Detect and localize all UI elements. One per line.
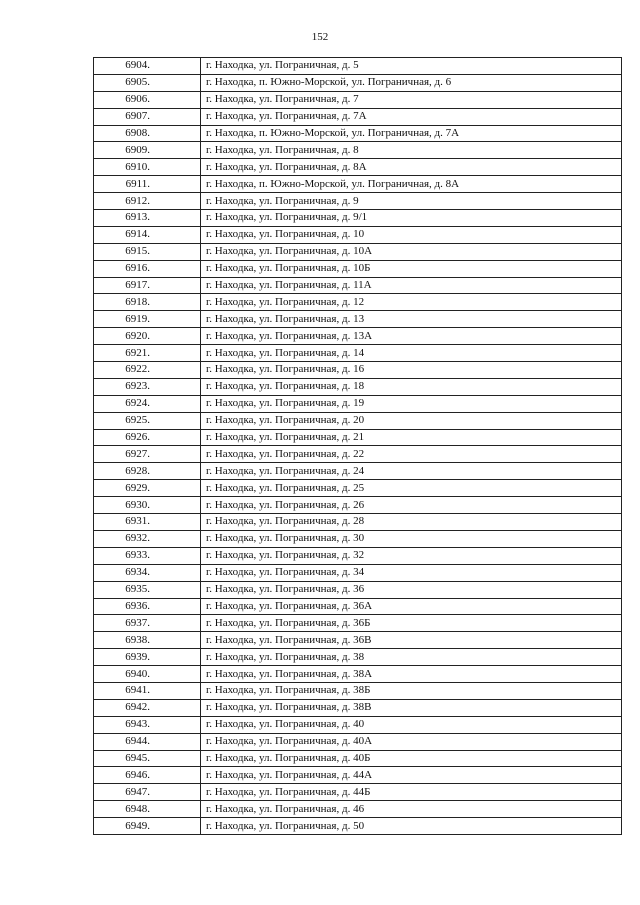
table-row [94, 480, 622, 497]
table-row [94, 362, 622, 379]
table-row [94, 226, 622, 243]
row-number-cell: 6910. [94, 159, 201, 176]
table-row [94, 801, 622, 818]
row-number-cell: 6929. [94, 480, 201, 497]
address-cell: г. Находка, ул. Пограничная, д. 28 [201, 514, 622, 531]
table-row [94, 243, 622, 260]
address-table [93, 57, 622, 835]
row-number-cell: 6905. [94, 74, 201, 91]
table-row [94, 210, 622, 227]
address-cell: г. Находка, ул. Пограничная, д. 22 [201, 446, 622, 463]
row-number-cell: 6917. [94, 277, 201, 294]
table-row [94, 91, 622, 108]
row-number-cell: 6940. [94, 666, 201, 683]
address-cell: г. Находка, ул. Пограничная, д. 44А [201, 767, 622, 784]
row-number-cell: 6941. [94, 682, 201, 699]
address-cell: г. Находка, ул. Пограничная, д. 10 [201, 226, 622, 243]
row-number-cell: 6947. [94, 784, 201, 801]
address-cell: г. Находка, ул. Пограничная, д. 19 [201, 395, 622, 412]
table-row [94, 446, 622, 463]
address-cell: г. Находка, п. Южно-Морской, ул. Пограничная, д. 7А [201, 125, 622, 142]
row-number-cell: 6946. [94, 767, 201, 784]
table-row [94, 412, 622, 429]
row-number-cell: 6922. [94, 362, 201, 379]
row-number-cell: 6936. [94, 598, 201, 615]
row-number-cell: 6930. [94, 497, 201, 514]
address-cell: г. Находка, ул. Пограничная, д. 14 [201, 345, 622, 362]
address-cell: г. Находка, ул. Пограничная, д. 46 [201, 801, 622, 818]
address-cell: г. Находка, п. Южно-Морской, ул. Пограничная, д. 8А [201, 176, 622, 193]
address-cell: г. Находка, ул. Пограничная, д. 20 [201, 412, 622, 429]
address-cell: г. Находка, ул. Пограничная, д. 36Б [201, 615, 622, 632]
table-row [94, 497, 622, 514]
row-number-cell: 6907. [94, 108, 201, 125]
row-number-cell: 6923. [94, 378, 201, 395]
address-cell: г. Находка, ул. Пограничная, д. 26 [201, 497, 622, 514]
address-cell: г. Находка, ул. Пограничная, д. 32 [201, 547, 622, 564]
table-row [94, 260, 622, 277]
row-number-cell: 6937. [94, 615, 201, 632]
table-row [94, 58, 622, 75]
table-row [94, 632, 622, 649]
table-row [94, 666, 622, 683]
table-row [94, 429, 622, 446]
row-number-cell: 6914. [94, 226, 201, 243]
page-number: 152 [311, 31, 329, 43]
row-number-cell: 6926. [94, 429, 201, 446]
row-number-cell: 6904. [94, 58, 201, 75]
row-number-cell: 6925. [94, 412, 201, 429]
address-cell: г. Находка, ул. Пограничная, д. 36 [201, 581, 622, 598]
address-cell: г. Находка, ул. Пограничная, д. 25 [201, 480, 622, 497]
row-number-cell: 6933. [94, 547, 201, 564]
row-number-cell: 6912. [94, 193, 201, 210]
address-cell: г. Находка, ул. Пограничная, д. 18 [201, 378, 622, 395]
row-number-cell: 6911. [94, 176, 201, 193]
address-cell: г. Находка, ул. Пограничная, д. 10А [201, 243, 622, 260]
address-cell: г. Находка, ул. Пограничная, д. 5 [201, 58, 622, 75]
row-number-cell: 6915. [94, 243, 201, 260]
table-row [94, 530, 622, 547]
row-number-cell: 6939. [94, 649, 201, 666]
row-number-cell: 6932. [94, 530, 201, 547]
row-number-cell: 6927. [94, 446, 201, 463]
address-cell: г. Находка, п. Южно-Морской, ул. Пограничная, д. 6 [201, 74, 622, 91]
row-number-cell: 6931. [94, 514, 201, 531]
table-row [94, 125, 622, 142]
row-number-cell: 6920. [94, 328, 201, 345]
address-cell: г. Находка, ул. Пограничная, д. 8 [201, 142, 622, 159]
address-cell: г. Находка, ул. Пограничная, д. 50 [201, 818, 622, 835]
row-number-cell: 6945. [94, 750, 201, 767]
table-row [94, 682, 622, 699]
table-row [94, 514, 622, 531]
address-cell: г. Находка, ул. Пограничная, д. 13А [201, 328, 622, 345]
row-number-cell: 6934. [94, 564, 201, 581]
address-table-body [94, 58, 622, 835]
table-row [94, 733, 622, 750]
row-number-cell: 6949. [94, 818, 201, 835]
table-row [94, 581, 622, 598]
row-number-cell: 6938. [94, 632, 201, 649]
address-cell: г. Находка, ул. Пограничная, д. 8А [201, 159, 622, 176]
row-number-cell: 6921. [94, 345, 201, 362]
row-number-cell: 6948. [94, 801, 201, 818]
table-row [94, 277, 622, 294]
address-cell: г. Находка, ул. Пограничная, д. 38Б [201, 682, 622, 699]
address-cell: г. Находка, ул. Пограничная, д. 40Б [201, 750, 622, 767]
table-row [94, 564, 622, 581]
table-row [94, 767, 622, 784]
table-row [94, 328, 622, 345]
address-cell: г. Находка, ул. Пограничная, д. 9 [201, 193, 622, 210]
table-row [94, 699, 622, 716]
table-row [94, 818, 622, 835]
address-cell: г. Находка, ул. Пограничная, д. 44Б [201, 784, 622, 801]
table-row [94, 142, 622, 159]
address-cell: г. Находка, ул. Пограничная, д. 38 [201, 649, 622, 666]
row-number-cell: 6913. [94, 210, 201, 227]
table-row [94, 598, 622, 615]
row-number-cell: 6919. [94, 311, 201, 328]
table-row [94, 176, 622, 193]
table-row [94, 311, 622, 328]
address-cell: г. Находка, ул. Пограничная, д. 7А [201, 108, 622, 125]
row-number-cell: 6909. [94, 142, 201, 159]
row-number-cell: 6942. [94, 699, 201, 716]
address-cell: г. Находка, ул. Пограничная, д. 34 [201, 564, 622, 581]
row-number-cell: 6908. [94, 125, 201, 142]
table-row [94, 345, 622, 362]
address-cell: г. Находка, ул. Пограничная, д. 40 [201, 716, 622, 733]
address-cell: г. Находка, ул. Пограничная, д. 10Б [201, 260, 622, 277]
table-row [94, 108, 622, 125]
address-cell: г. Находка, ул. Пограничная, д. 38В [201, 699, 622, 716]
row-number-cell: 6924. [94, 395, 201, 412]
address-cell: г. Находка, ул. Пограничная, д. 38А [201, 666, 622, 683]
table-row [94, 547, 622, 564]
address-cell: г. Находка, ул. Пограничная, д. 7 [201, 91, 622, 108]
row-number-cell: 6935. [94, 581, 201, 598]
address-cell: г. Находка, ул. Пограничная, д. 11А [201, 277, 622, 294]
table-row [94, 463, 622, 480]
address-cell: г. Находка, ул. Пограничная, д. 12 [201, 294, 622, 311]
row-number-cell: 6944. [94, 733, 201, 750]
address-cell: г. Находка, ул. Пограничная, д. 13 [201, 311, 622, 328]
address-cell: г. Находка, ул. Пограничная, д. 9/1 [201, 210, 622, 227]
table-row [94, 649, 622, 666]
address-cell: г. Находка, ул. Пограничная, д. 36А [201, 598, 622, 615]
address-cell: г. Находка, ул. Пограничная, д. 30 [201, 530, 622, 547]
row-number-cell: 6918. [94, 294, 201, 311]
table-row [94, 193, 622, 210]
address-cell: г. Находка, ул. Пограничная, д. 36В [201, 632, 622, 649]
table-row [94, 294, 622, 311]
table-row [94, 378, 622, 395]
address-cell: г. Находка, ул. Пограничная, д. 21 [201, 429, 622, 446]
row-number-cell: 6928. [94, 463, 201, 480]
table-row [94, 784, 622, 801]
address-cell: г. Находка, ул. Пограничная, д. 40А [201, 733, 622, 750]
table-row [94, 615, 622, 632]
table-row [94, 395, 622, 412]
address-cell: г. Находка, ул. Пограничная, д. 16 [201, 362, 622, 379]
table-row [94, 74, 622, 91]
table-row [94, 159, 622, 176]
table-row [94, 716, 622, 733]
row-number-cell: 6906. [94, 91, 201, 108]
row-number-cell: 6943. [94, 716, 201, 733]
address-cell: г. Находка, ул. Пограничная, д. 24 [201, 463, 622, 480]
table-row [94, 750, 622, 767]
row-number-cell: 6916. [94, 260, 201, 277]
